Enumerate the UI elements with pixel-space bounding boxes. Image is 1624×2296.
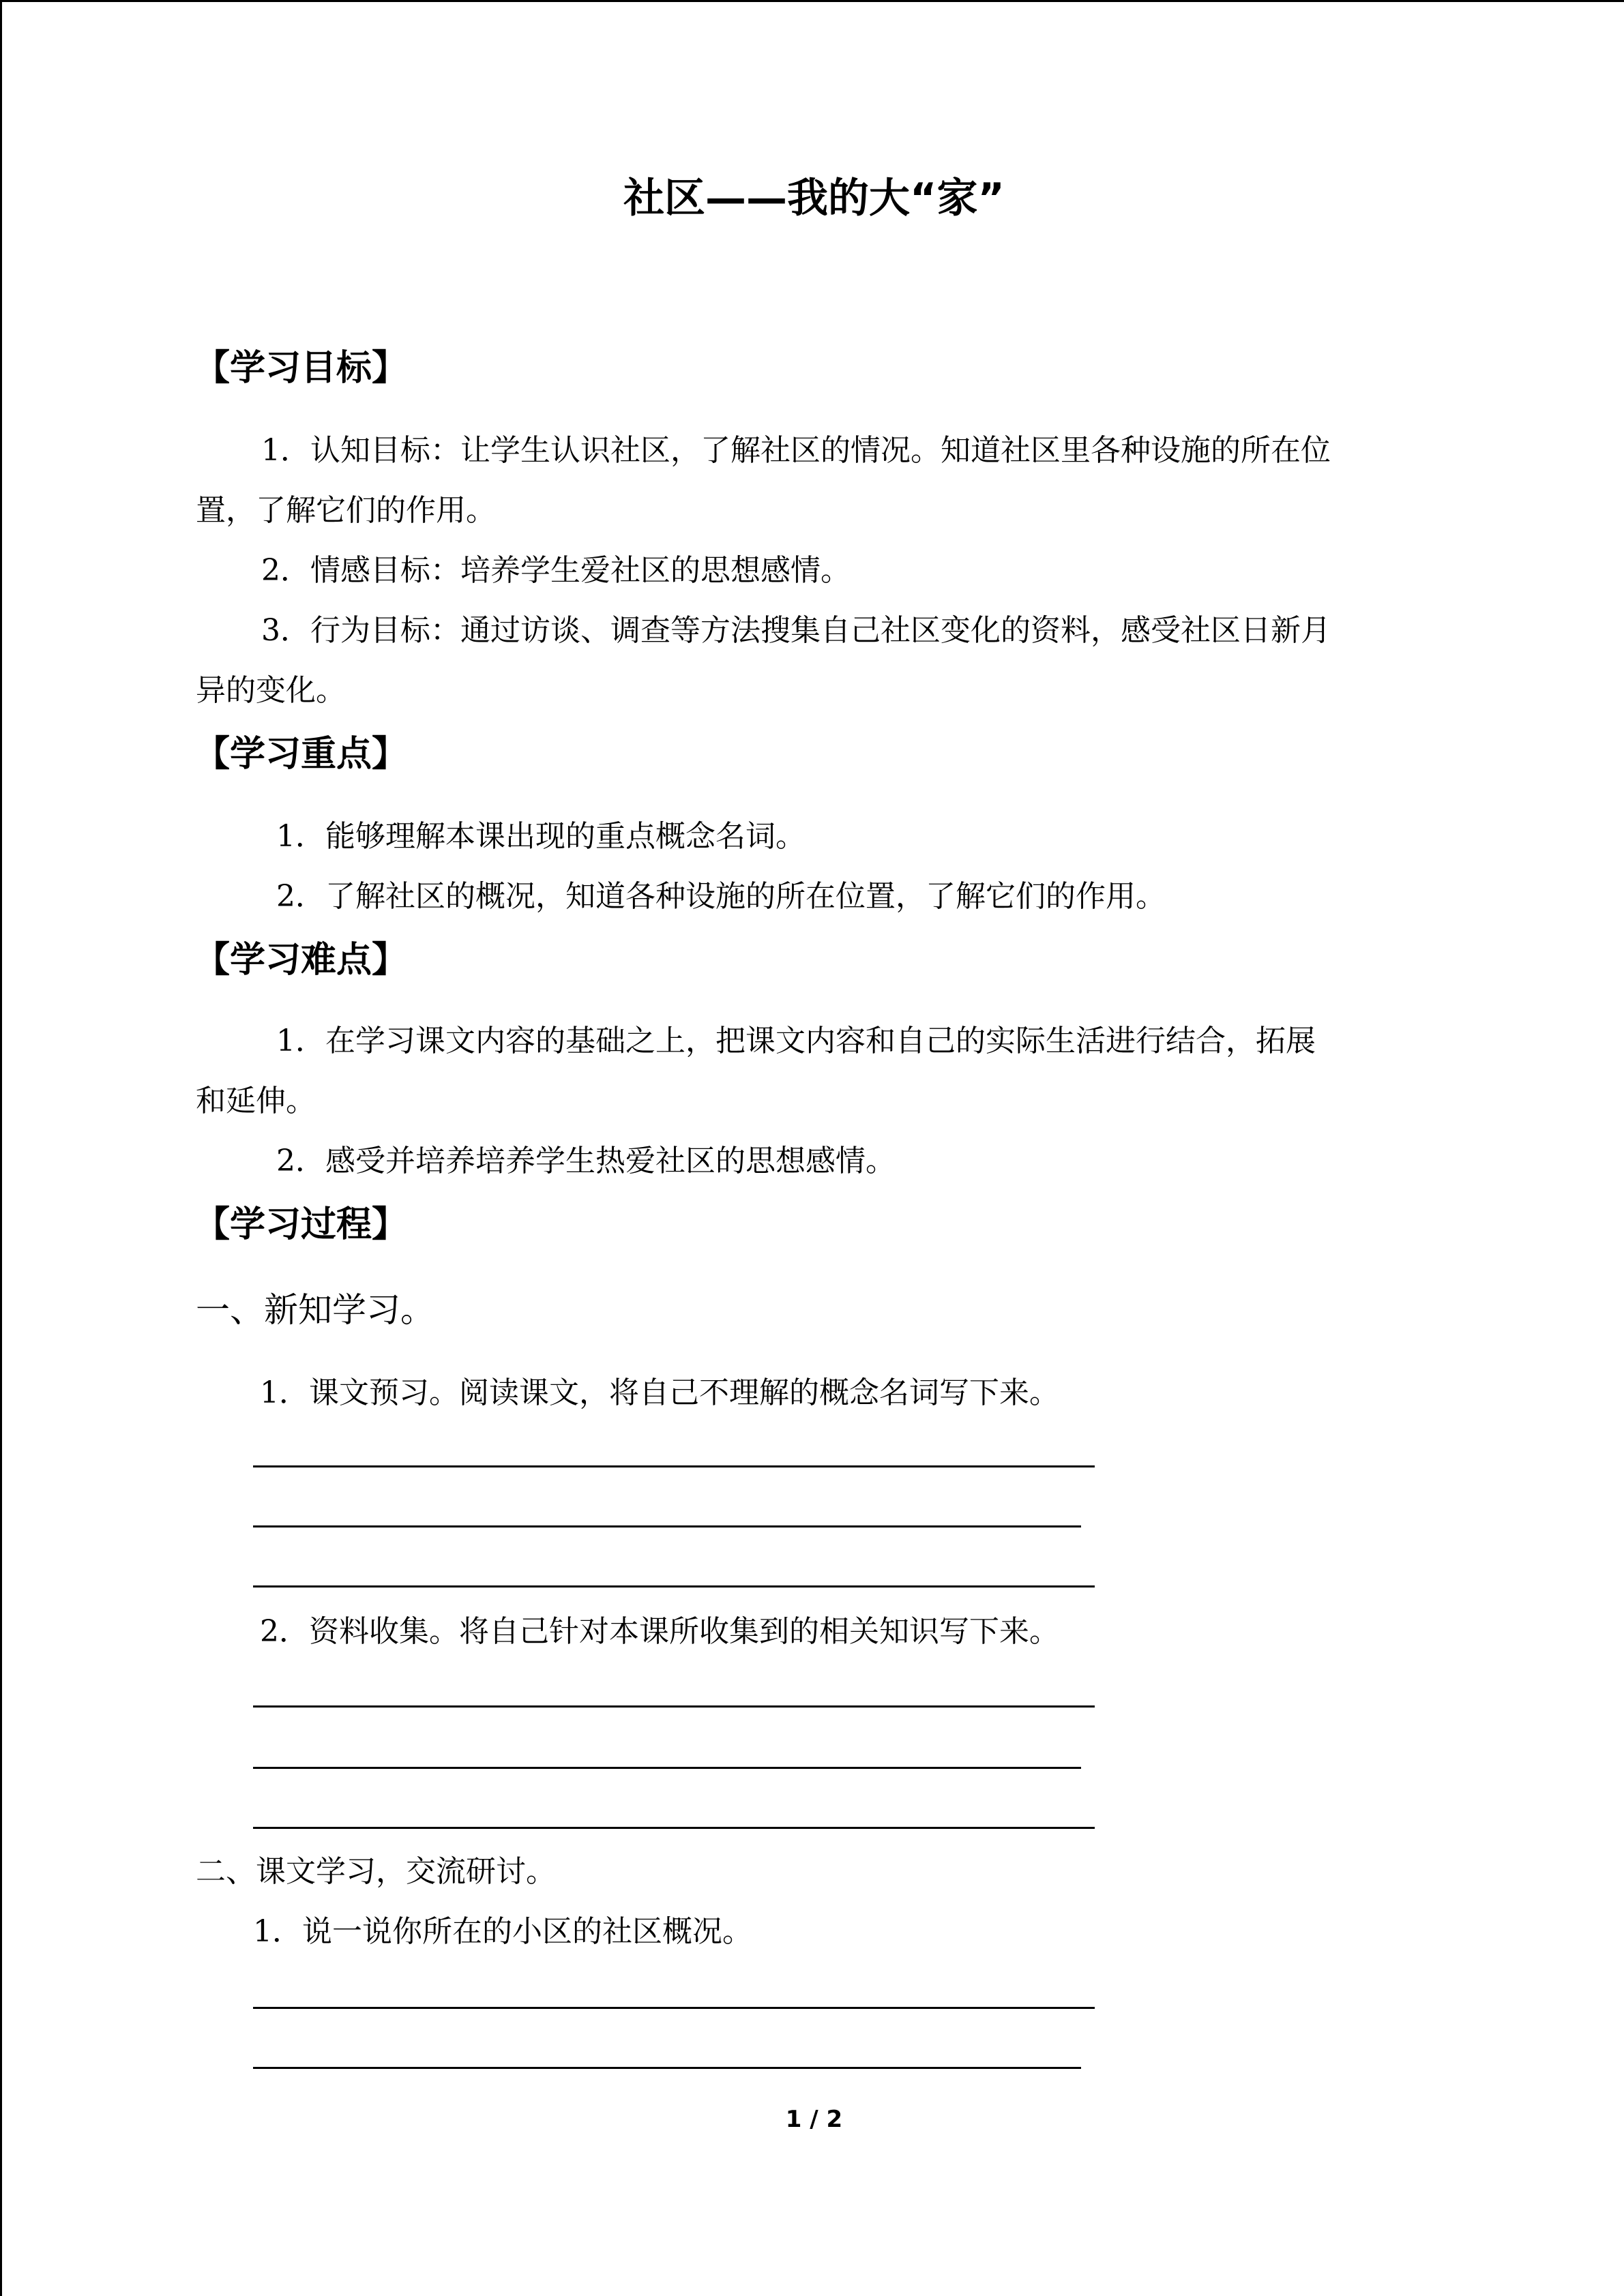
part-one-title: 一、新知学习。 [196,1290,434,1330]
goal-item-2: 2．情感目标：培养学生爱社区的思想感情。 [261,553,851,588]
part-one-question-1: 1．课文预习。阅读课文，将自己不理解的概念名词写下来。 [260,1375,1059,1410]
answer-line [253,1767,1081,1769]
key-point-item-1: 1．能够理解本课出现的重点概念名词。 [276,819,806,854]
goal-item-1-line-2: 置，了解它们的作用。 [196,493,496,528]
answer-line [253,1465,1095,1467]
section-heading-process: 【学习过程】 [194,1204,408,1245]
answer-line [253,1827,1095,1829]
part-one-question-2: 2．资料收集。将自己针对本课所收集到的相关知识写下来。 [260,1614,1059,1649]
section-heading-goals: 【学习目标】 [194,348,408,389]
answer-line [253,1585,1095,1587]
part-two-title: 二、课文学习，交流研讨。 [196,1854,556,1889]
page-number: 1 / 2 [785,2106,843,2133]
difficulty-item-2: 2．感受并培养培养学生热爱社区的思想感情。 [276,1144,896,1178]
answer-line [253,2007,1095,2009]
section-heading-key-points: 【学习重点】 [194,734,408,775]
difficulty-item-1-line-2: 和延伸。 [196,1084,316,1118]
answer-line [253,1705,1095,1708]
key-point-item-2: 2．了解社区的概况，知道各种设施的所在位置，了解它们的作用。 [276,879,1166,914]
section-heading-difficulties: 【学习难点】 [194,940,408,981]
answer-line [253,1525,1081,1527]
document-title: 社区——我的大“家” [623,175,1005,222]
goal-item-3-line-2: 异的变化。 [196,673,346,708]
difficulty-item-1-line-1: 1．在学习课文内容的基础之上，把课文内容和自己的实际生活进行结合，拓展 [276,1024,1316,1058]
answer-line [253,2067,1081,2069]
goal-item-1-line-1: 1．认知目标：让学生认识社区，了解社区的情况。知道社区里各种设施的所在位 [261,433,1331,468]
goal-item-3-line-1: 3．行为目标：通过访谈、调查等方法搜集自己社区变化的资料，感受社区日新月 [261,613,1331,648]
part-two-question-1: 1．说一说你所在的小区的社区概况。 [253,1914,752,1949]
